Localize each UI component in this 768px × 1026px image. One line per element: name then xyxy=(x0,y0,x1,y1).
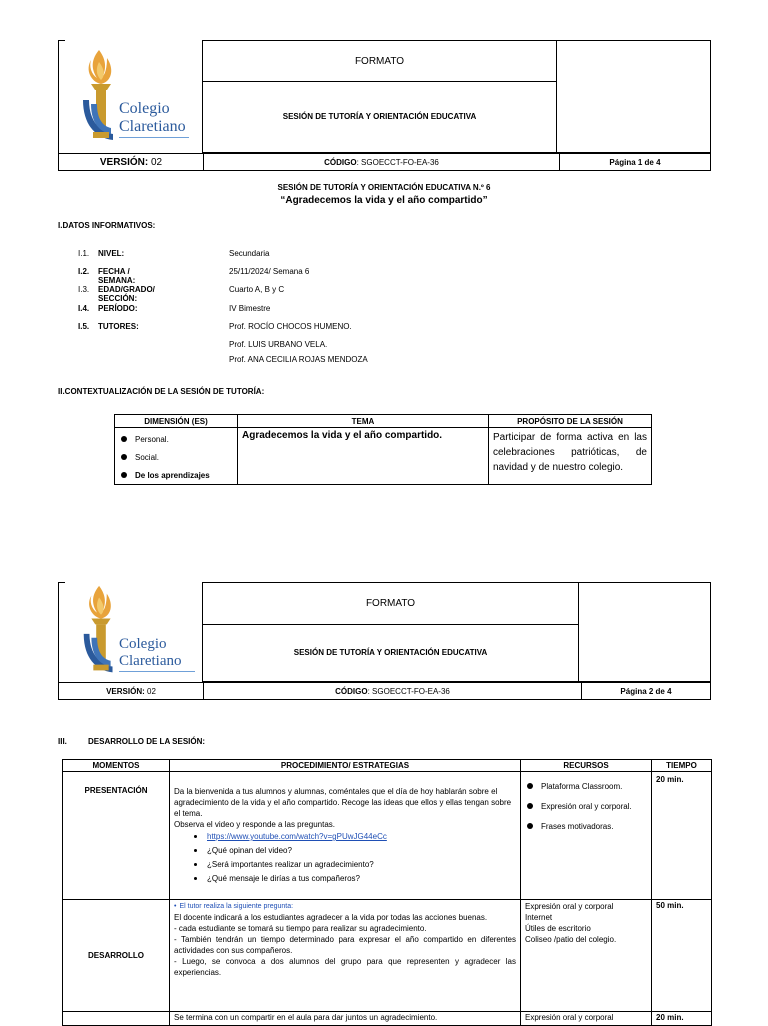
desarrollo-p1: El docente indicará a los estudiantes agradecer a la vida por todas las acciones buenas. xyxy=(174,913,488,922)
dimension-label: Social. xyxy=(135,452,160,462)
row-value: Secundaria xyxy=(229,249,270,258)
question-text: ¿Será importantes realizar un agradecimiento? xyxy=(207,860,374,869)
session-subtitle: “Agradecemos la vida y el año compartido” xyxy=(280,195,488,206)
recurso-item xyxy=(527,776,649,796)
question-text: ¿Qué opinan del video? xyxy=(207,846,292,855)
logo-block-1 xyxy=(58,40,203,153)
logo-text-colegio: Colegio xyxy=(119,100,170,117)
desarrollo-p3: - También tendrán un tiempo determinado para expresar el año compartido en diferentes actividades con sus compañeros. xyxy=(174,935,516,955)
section3-heading: DESARROLLO DE LA SESIÓN: xyxy=(88,737,206,746)
recurso-item xyxy=(527,816,649,836)
codigo-cell xyxy=(203,154,560,170)
intro-text: Da la bienvenida a tus alumnos y alumnas, coméntales que el día de hoy hablarán sobre el agradecimiento de la vida y el año compartido. Recoge las ideas que ellos y ellas tengan sobre el tema. xyxy=(174,787,512,818)
logo-text-claretiano: Claretiano xyxy=(119,653,182,669)
col-tiempo: TIEMPO xyxy=(652,760,712,772)
col-momentos: MOMENTOS xyxy=(63,760,170,772)
dimension-label: De los aprendizajes xyxy=(135,470,210,480)
section2-heading: II.CONTEXTUALIZACIÓN DE LA SESIÓN DE TUTORÍA: xyxy=(58,387,265,396)
logo-text-colegio: Colegio xyxy=(119,636,167,652)
momento-cierre xyxy=(63,1012,170,1026)
row-num: I.2. xyxy=(78,267,90,276)
codigo-value: : SGOECCT-FO-EA-36 xyxy=(356,157,439,167)
col-proposito: PROPÓSITO DE LA SESIÓN xyxy=(489,415,652,428)
col-dimension: DIMENSIÓN (ES) xyxy=(115,415,238,428)
version-label: VERSIÓN: xyxy=(99,156,149,168)
logo-block-2 xyxy=(58,582,203,682)
video-link[interactable]: https://www.youtube.com/watch?v=gPUwJG44eCc xyxy=(207,832,387,841)
tiempo-desarrollo: 50 min. xyxy=(652,900,712,1012)
row-value: Prof. ROCÍO CHOCOS HUMENO. xyxy=(229,322,352,331)
row-key: EDAD/GRADO/ SECCIÓN: xyxy=(98,285,155,303)
formato-label: FORMATO xyxy=(202,582,579,625)
desarrollo-p4: - Luego, se convoca a dos alumnos del grupo para que representen y agradecer las experiencias. xyxy=(174,957,516,977)
row-key: PERÍODO: xyxy=(98,304,138,313)
section1-heading: I.DATOS INFORMATIVOS: xyxy=(58,221,156,230)
dimension-cell xyxy=(115,428,238,485)
version-value: 02 xyxy=(151,156,163,168)
codigo-value: : SGOECCT-FO-EA-36 xyxy=(367,686,450,696)
video-link-item xyxy=(174,831,516,842)
session-title: SESIÓN DE TUTORÍA Y ORIENTACIÓN EDUCATIVA N.º 6 xyxy=(277,183,491,192)
header-footer-row-1 xyxy=(58,153,711,171)
header-right-box-2 xyxy=(578,582,711,682)
question-text: ¿Qué mensaje le dirías a tus compañeros? xyxy=(207,874,360,883)
row-value: Cuarto A, B y C xyxy=(229,285,285,294)
torch-logo-icon xyxy=(77,584,125,685)
col-tema: TEMA xyxy=(238,415,489,428)
header-center-1 xyxy=(202,40,557,153)
procedimiento-presentacion xyxy=(170,772,521,900)
version-cell xyxy=(59,683,203,699)
question-item xyxy=(174,873,516,884)
recurso-text: Expresión oral y corporal. xyxy=(541,801,632,811)
recurso-text: Coliseo /patio del colegio. xyxy=(525,935,617,944)
codigo-cell xyxy=(203,683,582,699)
recursos-presentacion xyxy=(521,772,652,900)
row-num: I.1. xyxy=(78,249,90,258)
recurso-text: Plataforma Classroom. xyxy=(541,781,623,791)
row-num: I.5. xyxy=(78,322,90,331)
pagina-cell: Página 2 de 4 xyxy=(620,686,672,696)
recursos-desarrollo xyxy=(521,900,652,1012)
proposito-cell: Participar de forma activa en las celebraciones patrióticas, de navidad y de nuestro colegio. xyxy=(489,428,652,485)
version-label: VERSIÓN: xyxy=(106,686,145,696)
recurso-text: Expresión oral y corporal xyxy=(525,902,614,911)
tutor-name: Prof. LUIS URBANO VELA. xyxy=(229,340,328,349)
tutor-question-item: • El tutor realiza la siguiente pregunta: xyxy=(174,903,294,910)
header-footer-row-2 xyxy=(58,682,711,700)
dimension-item xyxy=(121,448,237,466)
recurso-item xyxy=(527,796,649,816)
subtitle-label: SESIÓN DE TUTORÍA Y ORIENTACIÓN EDUCATIVA xyxy=(202,624,579,682)
row-num: I.4. xyxy=(78,304,90,313)
formato-label: FORMATO xyxy=(202,40,557,82)
row-num: I.3. xyxy=(78,285,90,294)
dimension-item xyxy=(121,466,237,484)
tutor-question: El tutor realiza la siguiente pregunta: xyxy=(179,903,294,910)
torch-logo-icon xyxy=(77,48,125,153)
row-value: IV Bimestre xyxy=(229,304,271,313)
observa-text: Observa el video y responde a las preguntas. xyxy=(174,820,335,829)
section3-num: III. xyxy=(58,737,67,746)
header-center-2 xyxy=(202,582,579,682)
col-procedimiento: PROCEDIMIENTO/ ESTRATEGIAS xyxy=(170,760,521,772)
logo-text-claretiano: Claretiano xyxy=(119,118,186,135)
version-value: 02 xyxy=(147,686,156,696)
row-key: FECHA / SEMANA: xyxy=(98,267,136,285)
header-right-box-1 xyxy=(556,40,711,153)
momento-presentacion: PRESENTACIÓN xyxy=(63,772,170,900)
pagina-cell: Página 1 de 4 xyxy=(609,157,661,167)
row-key: TUTORES: xyxy=(98,322,139,331)
tiempo-presentacion: 20 min. xyxy=(652,772,712,900)
row-key: NIVEL: xyxy=(98,249,125,258)
row-value: 25/11/2024/ Semana 6 xyxy=(229,267,310,276)
subtitle-label: SESIÓN DE TUTORÍA Y ORIENTACIÓN EDUCATIVA xyxy=(202,81,557,153)
recurso-text: Útiles de escritorio xyxy=(525,924,591,933)
version-cell xyxy=(59,154,203,170)
recurso-text: Internet xyxy=(525,913,553,922)
tiempo-cierre: 20 min. xyxy=(652,1012,712,1026)
dimension-label: Personal. xyxy=(135,434,169,444)
question-item xyxy=(174,845,516,856)
recurso-text: Frases motivadoras. xyxy=(541,821,614,831)
recursos-cierre: Expresión oral y corporal xyxy=(521,1012,652,1026)
col-recursos: RECURSOS xyxy=(521,760,652,772)
development-table xyxy=(62,759,712,1026)
dimension-item xyxy=(121,430,237,448)
codigo-label: CÓDIGO xyxy=(335,686,368,696)
tutor-name: Prof. ANA CECILIA ROJAS MENDOZA xyxy=(229,355,368,364)
procedimiento-cierre: Se termina con un compartir en el aula para dar juntos un agradecimiento. xyxy=(170,1012,521,1026)
procedimiento-desarrollo xyxy=(170,900,521,1012)
tema-cell: Agradecemos la vida y el año compartido. xyxy=(238,428,489,485)
codigo-label: CÓDIGO xyxy=(324,157,357,167)
momento-desarrollo: DESARROLLO xyxy=(63,900,170,1012)
question-item xyxy=(174,859,516,870)
desarrollo-p2: - cada estudiante se tomará su tiempo para realizar su agradecimiento. xyxy=(174,924,427,933)
context-table xyxy=(114,414,652,485)
